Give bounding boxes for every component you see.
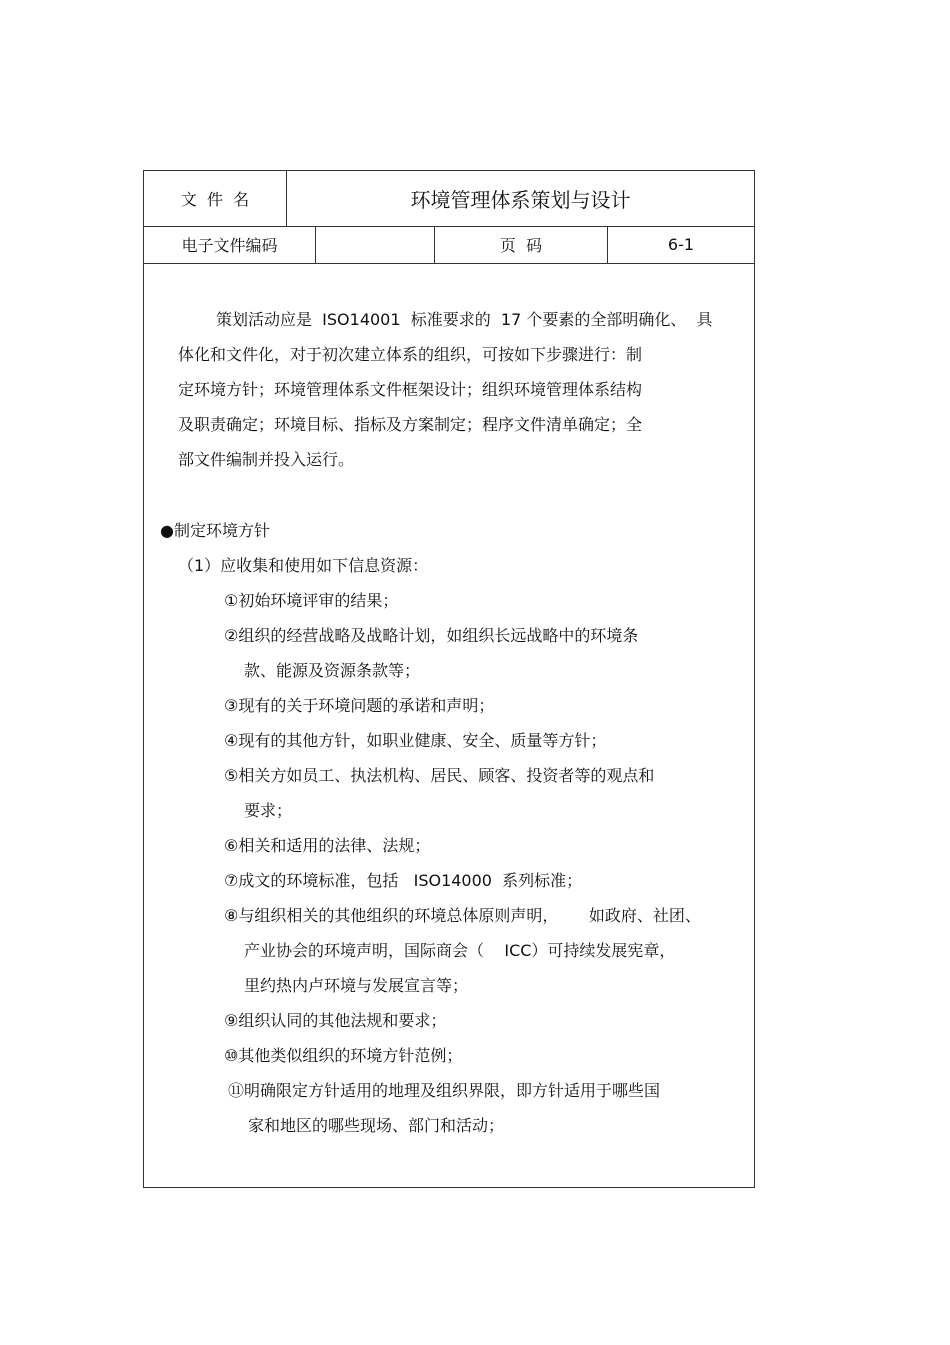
list-item-continuation: 里约热内卢环境与发展宣言等； <box>244 976 469 995</box>
e-file-code-label: 电子文件编码 <box>181 236 278 255</box>
file-name-label: 文 件 名 <box>180 190 250 209</box>
list-item: ③现有的关于环境问题的承诺和声明； <box>224 696 495 715</box>
list-item: ②组织的经营战略及战略计划，如组织长远战略中的环境条 <box>224 626 639 645</box>
subheading: （1）应收集和使用如下信息资源： <box>178 556 429 575</box>
list-item-continuation: 家和地区的哪些现场、部门和活动； <box>248 1116 505 1135</box>
page-label-cell <box>435 226 608 263</box>
list-item-continuation: 产业协会的环境声明，国际商会（ ICC）可持续发展宪章， <box>244 941 676 960</box>
e-file-code-value-cell <box>316 226 435 263</box>
intro-line: 部文件编制并投入运行。 <box>178 450 355 469</box>
page-label: 页 码 <box>499 236 543 255</box>
intro-line: 体化和文件化，对于初次建立体系的组织，可按如下步骤进行：制 <box>178 345 643 364</box>
list-item: ⑨组织认同的其他法规和要求； <box>224 1011 447 1030</box>
list-item: ④现有的其他方针，如职业健康、安全、质量等方针； <box>224 731 607 750</box>
list-item: ⑪明确限定方针适用的地理及组织界限，即方针适用于哪些国 <box>228 1081 661 1100</box>
document-body <box>144 263 754 1189</box>
file-name-label-cell <box>144 171 287 226</box>
document-title: 环境管理体系策划与设计 <box>410 188 631 212</box>
header-row-title <box>144 171 754 227</box>
list-item-continuation: 要求； <box>244 801 293 820</box>
e-file-code-label-cell <box>144 226 316 263</box>
list-item: ⑧与组织相关的其他组织的环境总体原则声明， 如政府、社团、 <box>224 906 701 925</box>
header-row-code <box>144 226 754 264</box>
page-value-cell <box>608 226 754 263</box>
list-item-continuation: 款、能源及资源条款等； <box>244 661 421 680</box>
list-item: ⑦成文的环境标准，包括 ISO14000 系列标准； <box>224 871 583 890</box>
page-number: 6-1 <box>667 235 695 254</box>
list-item: ①初始环境评审的结果； <box>224 591 399 610</box>
intro-line: 策划活动应是 ISO14001 标准要求的 17 个要素的全部明确化、 具 <box>216 310 713 329</box>
section-heading: ●制定环境方针 <box>160 521 270 540</box>
list-item: ⑥相关和适用的法律、法规； <box>224 836 431 855</box>
document-frame <box>143 170 755 1188</box>
list-item: ⑤相关方如员工、执法机构、居民、顾客、投资者等的观点和 <box>224 766 655 785</box>
intro-line: 定环境方针；环境管理体系文件框架设计；组织环境管理体系结构 <box>178 380 643 399</box>
list-item: ⑩其他类似组织的环境方针范例； <box>224 1046 463 1065</box>
intro-line: 及职责确定；环境目标、指标及方案制定；程序文件清单确定；全 <box>178 415 643 434</box>
title-cell <box>287 171 754 226</box>
